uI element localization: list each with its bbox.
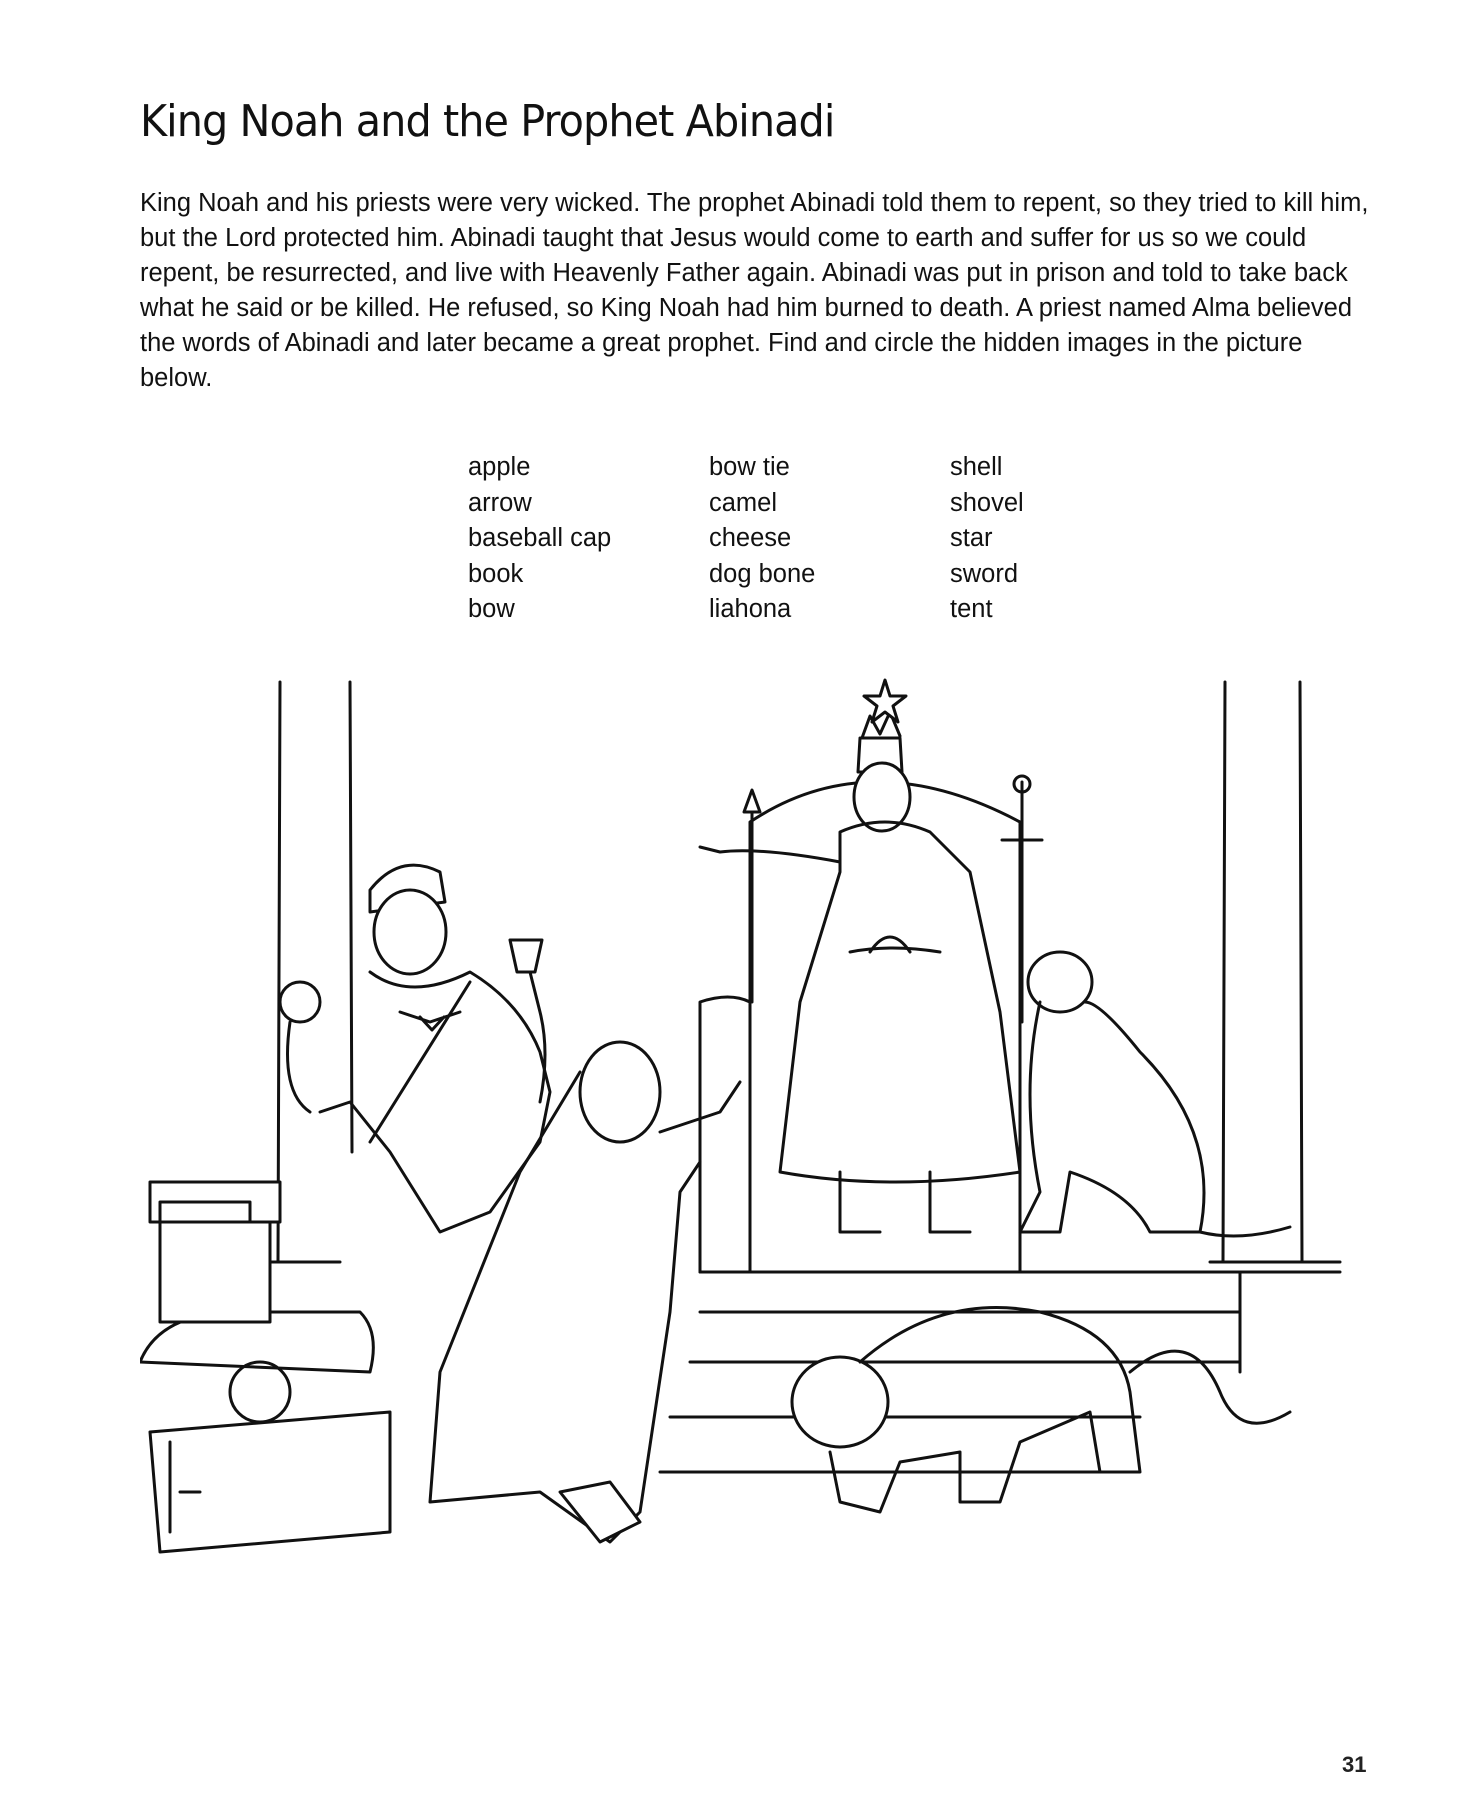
word-item: camel xyxy=(709,488,778,517)
word-item: shell xyxy=(950,453,1003,481)
left-pillar xyxy=(250,682,352,1262)
word-column-1 xyxy=(468,450,709,628)
word-column-3 xyxy=(950,450,1191,628)
word-item: sword xyxy=(950,559,1019,588)
coloring-illustration xyxy=(140,672,1360,1712)
word-item: baseball cap xyxy=(468,524,612,552)
seated-lion xyxy=(1020,952,1290,1236)
page-number: 31 xyxy=(1342,1752,1367,1777)
hidden-images-word-list xyxy=(468,450,1191,628)
word-item: book xyxy=(468,559,524,588)
word-item: star xyxy=(950,524,993,552)
word-item: shovel xyxy=(950,488,1024,517)
treasure-chest xyxy=(140,1312,390,1552)
word-column-2 xyxy=(709,450,950,628)
throne xyxy=(700,782,1020,1272)
word-item: cheese xyxy=(709,524,792,552)
word-item: bow xyxy=(468,595,515,623)
throne-steps xyxy=(660,1272,1340,1472)
king-noah xyxy=(700,680,1020,1232)
abinadi xyxy=(430,1042,740,1542)
word-item: arrow xyxy=(468,488,532,517)
intro-paragraph: King Noah and his priests were very wicked. The prophet Abinadi told them to repent, so they tried to kill him, but the Lord protected him. Abinadi taught that Jesus would come to earth and suffer for us so we could repent, be resurrected, and live with Heavenly Father again. Abinadi was put in prison and told to take back what he said or be killed. He refused, so King Noah had him burned to death. A priest named Alma believed the words of Abinadi and later became a great prophet. Find and circle the hidden images in the picture below. xyxy=(140,189,1369,392)
word-item: dog bone xyxy=(709,559,816,588)
word-item: liahona xyxy=(709,595,792,623)
word-item: apple xyxy=(468,453,531,481)
right-pillar xyxy=(1210,682,1340,1262)
page-title: King Noah and the Prophet Abinadi xyxy=(140,96,835,147)
walking-lion xyxy=(792,1308,1290,1512)
word-item: bow tie xyxy=(709,453,790,481)
priest xyxy=(280,865,550,1232)
book-pedestal xyxy=(150,1182,280,1322)
word-item: tent xyxy=(950,595,993,623)
